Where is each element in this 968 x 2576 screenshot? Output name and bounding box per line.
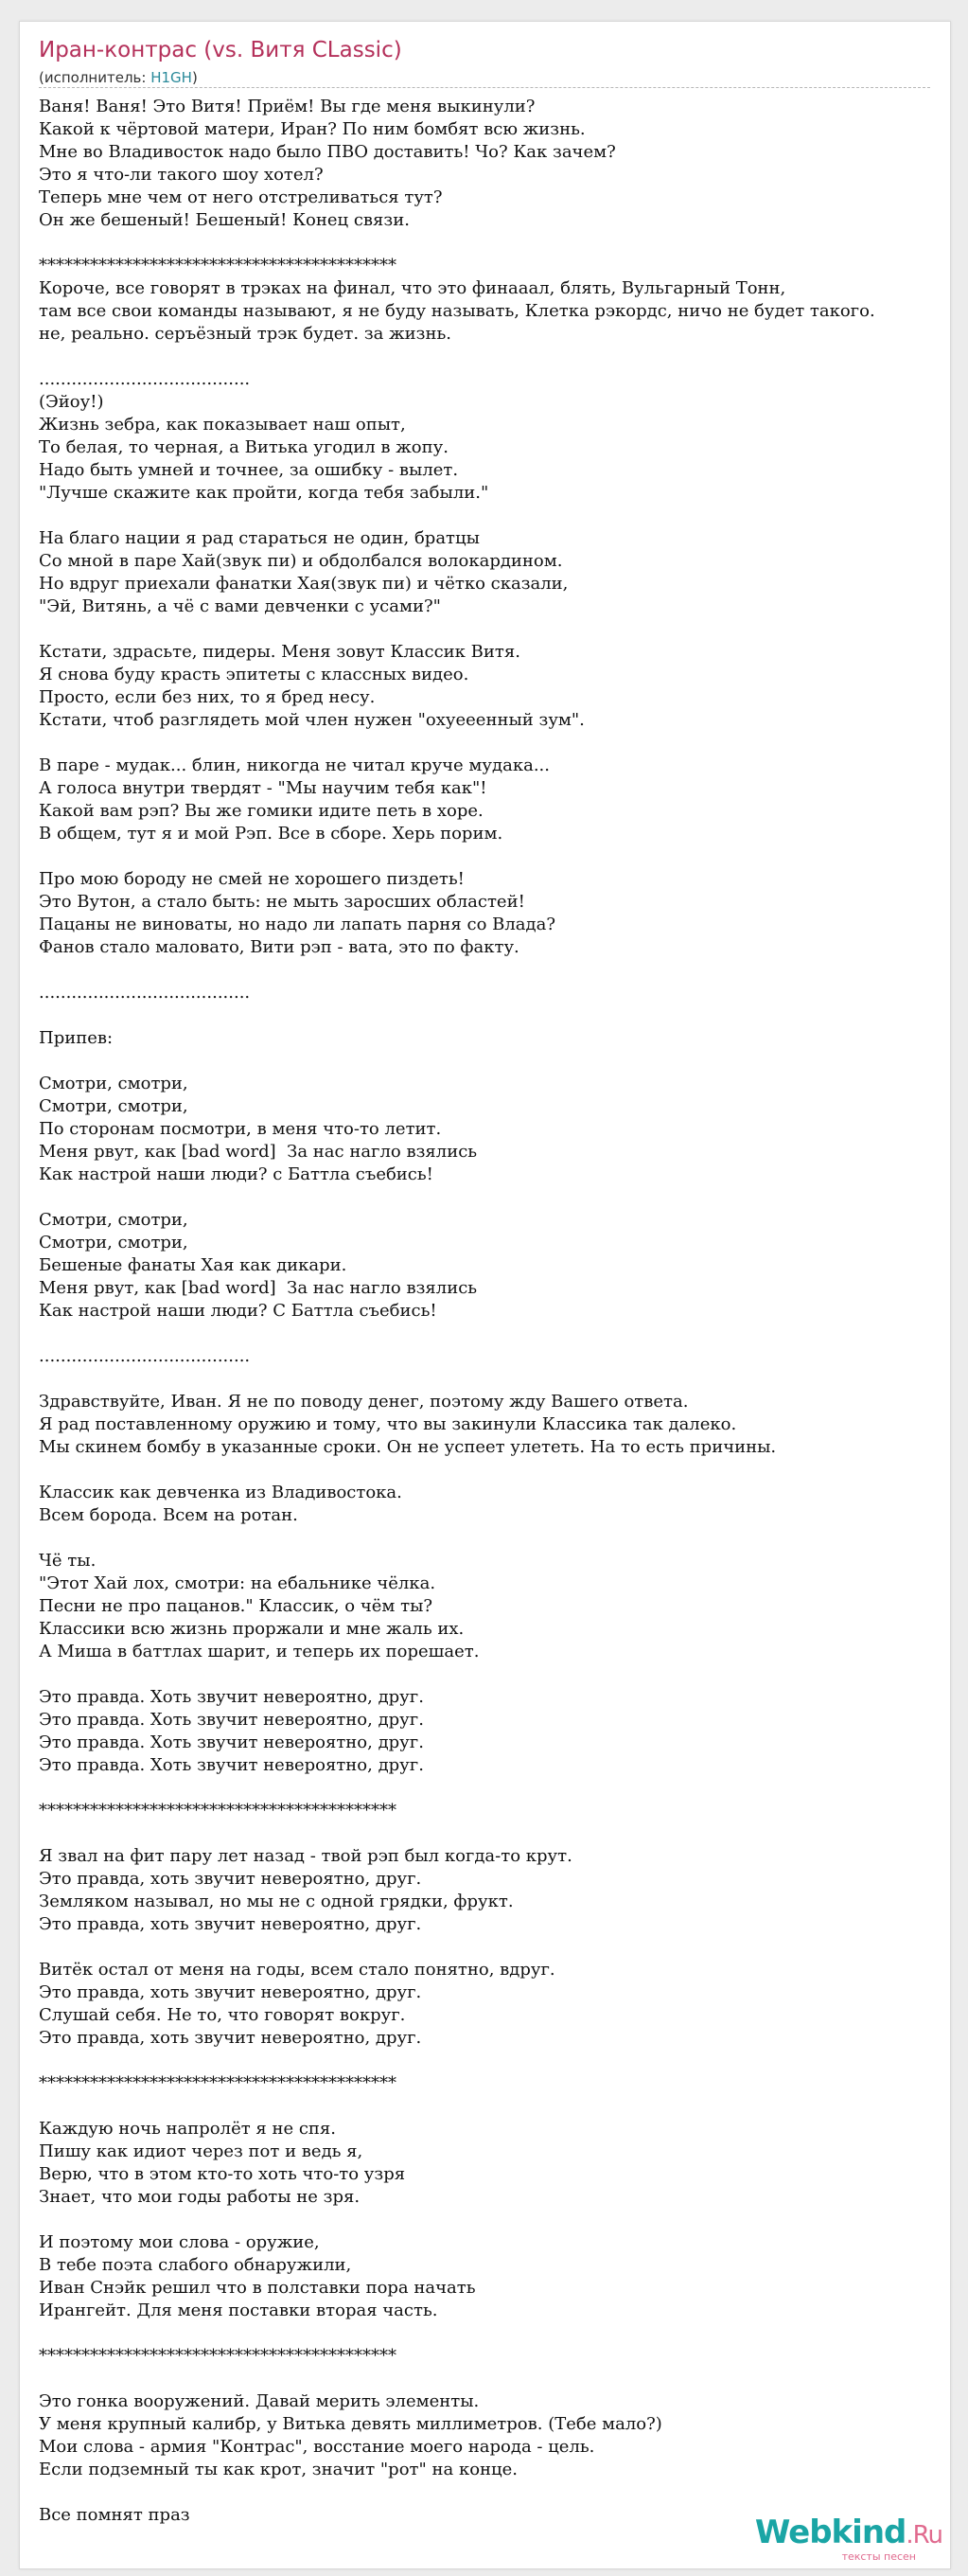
artist-link[interactable]: H1GH (150, 69, 192, 86)
site-logo[interactable] (755, 2515, 942, 2563)
artist-prefix: (исполнитель: (39, 69, 151, 86)
logo-wordmark (755, 2515, 942, 2552)
logo-tagline: тексты песен (841, 2550, 916, 2563)
title-divider (39, 87, 930, 88)
lyrics-text: Ваня! Ваня! Это Витя! Приём! Вы где меня выкинули? Какой к чёртовой матери, Иран? По ним бомбят всю жизнь. Мне во Владивосток надо было ПВО доставить! Чо? Как зачем? Это я что-ли такого шоу хотел? Теперь мне чем от него отстреливаться тут? Он же бешеный! Бешеный! Конец связи. ****************************************** Короче, все говорят в трэках на финал, что это финааал, блять, Вульгарный Тонн, там все свои команды называют, я не буду называть, Клетка рэкордс, ничо не будет такого. не, реально. серъёзный трэк будет. за жизнь. ....................................... (Эйоу!) Жизнь зебра, как показывает наш опыт, То белая, то черная, а Витька угодил в жопу. Надо быть умней и точнее, за ошибку - вылет. "Лучше скажите как пройти, когда тебя забыли." На благо нации я рад стараться не один, братцы Со мной в паре Хай(звук пи) и обдолбался волокардином. Но вдруг приехали фанатки Хая(звук пи) и чётко сказали, "Эй, Витянь, а чё с вами девченки с усами?" Кстати, здрасьте, пидеры. Меня зовут Классик Витя. Я снова буду красть эпитеты с классных видео. Просто, если без них, то я бред несу. Кстати, чтоб разглядеть мой член нужен "охуееенный зум". В паре - мудак... блин, никогда не читал круче мудака... А голоса внутри твердят - "Мы научим тебя как"! Какой вам рэп? Вы же гомики идите петь в хоре. В общем, тут я и мой Рэп. Все в сборе. Херь порим. Про мою бороду не смей не хорошего пиздеть! Это Вутон, а стало быть: не мыть заросших областей! Пацаны не виноваты, но надо ли лапать парня со Влада? Фанов стало маловато, Вити рэп - вата, это по факту. ....................................... Припев: Смотри, смотри, Смотри, смотри, По сторонам посмотри, в меня что-то летит. Меня рвут, как [bad word] За нас нагло взялись Как настрой наши люди? с Баттла съебись! Смотри, смотри, Смотри, смотри, Бешеные фанаты Хая как дикари. Меня рвут, как [bad word] За нас нагло взялись Как настрой наши люди? С Баттла съебись! ....................................... Здравствуйте, Иван. Я не по поводу денег, поэтому жду Вашего ответа. Я рад поставленному оружию и тому, что вы закинули Классика так далеко. Мы скинем бомбу в указанные сроки. Он не успеет улететь. На то есть причины. Классик как девченка из Владивостока. Всем борода. Всем на ротан. Чё ты. "Этот Хай лох, смотри: на ебальнике чёлка. Песни не про пацанов." Классик, о чём ты? Классики всю жизнь проржали и мне жаль их. А Миша в баттлах шарит, и теперь их порешает. Это правда. Хоть звучит невероятно, друг. Это правда. Хоть звучит невероятно, друг. Это правда. Хоть звучит невероятно, друг. Это правда. Хоть звучит невероятно, друг. ****************************************** Я звал на фит пару лет назад - твой рэп был когда-то крут. Это правда, хоть звучит невероятно, друг. Земляком называл, но мы не с одной грядки, фрукт. Это правда, хоть звучит невероятно, друг. Витёк остал от меня на годы, всем стало понятно, вдруг. Это правда, хоть звучит невероятно, друг. Слушай себя. Не то, что говорят вокруг. Это правда, хоть звучит невероятно, друг. ****************************************** Каждую ночь напролёт я не спя. Пишу как идиот через пот и ведь я, Верю, что в этом кто-то хоть что-то узря Знает, что мои годы работы не зря. И поэтому мои слова - оружие, В тебе поэта слабого обнаружили, Иван Снэйк решил что в полставки пора начать Ирангейт. Для меня поставки вторая часть. ****************************************** Это гонка вооружений. Давай мерить элементы. У меня крупный калибр, у Витька девять миллиметров. (Тебе мало?) Мои слова - армия "Контрас", восстание моего народа - цель. Если подземный ты как крот, значит "рот" на конце. Все помнят праз (39, 97, 875, 2525)
artist-suffix: ) (191, 69, 198, 86)
lyrics-card (19, 21, 951, 2569)
logo-tld: .Ru (906, 2521, 942, 2549)
song-artist-line (39, 69, 198, 86)
logo-main-text: Webkind (754, 2514, 906, 2551)
song-title: Иран-контрас (vs. Витя CLassic) (39, 38, 402, 62)
